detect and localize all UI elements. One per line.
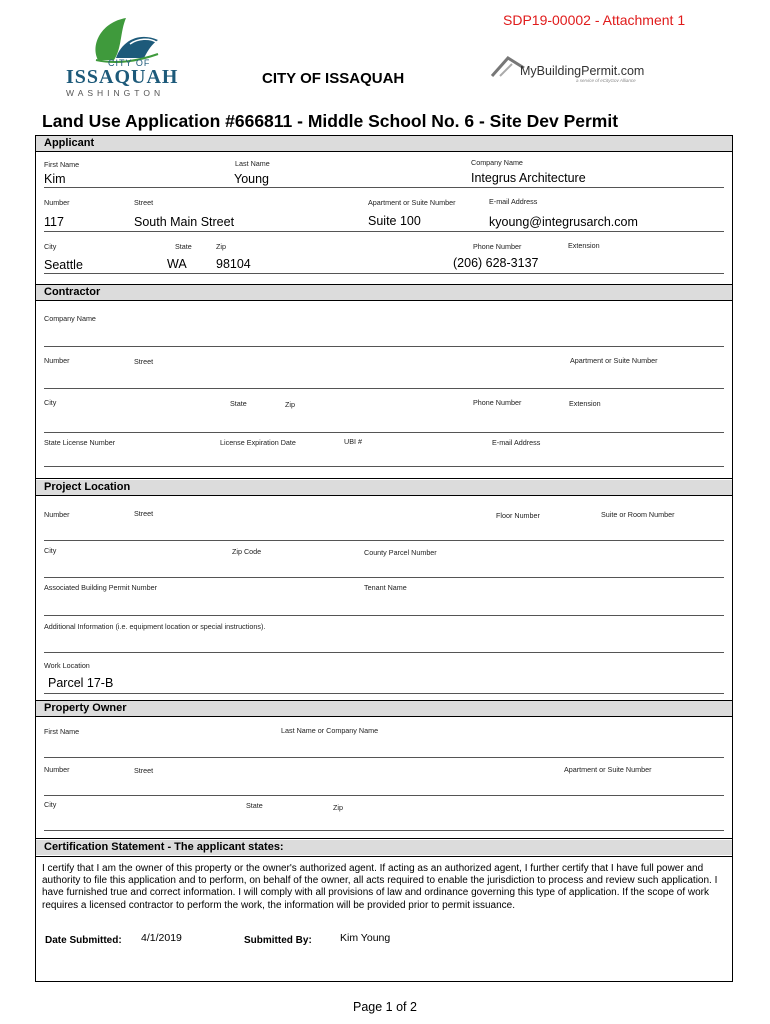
applicant-company-label: Company Name [471, 158, 523, 167]
divider [36, 716, 732, 717]
contractor-license-label: State License Number [44, 438, 116, 447]
date-submitted-label: Date Submitted: [45, 935, 122, 946]
owner-state-label: State [246, 801, 263, 810]
divider [36, 151, 732, 152]
project-tenant-label: Tenant Name [364, 583, 407, 592]
contractor-email-label: E-mail Address [492, 438, 541, 447]
field-underline [44, 693, 724, 694]
applicant-apt[interactable]: Suite 100 [368, 214, 421, 228]
owner-zip-label: Zip [333, 803, 343, 812]
contractor-license-field[interactable] [44, 466, 724, 467]
field-underline [44, 187, 724, 188]
certification-statement: I certify that I am the owner of this property or the owner's authorized agent. If acting as an authorized agent, I further certify that I have full power and authority to file this application and to perform, on behalf of the owner, all acts required to enable the jurisdiction to process and review such application. I have furnished true and correct information. I will comply with all provisions of law and ordinance governing this type of application. If the scope of work requires a licensed contractor to perform the work, the information will be provided prior to permit issuance. [42, 863, 718, 911]
owner-first-name-label: First Name [44, 727, 80, 736]
divider [36, 838, 732, 839]
contractor-city-label: City [44, 398, 57, 407]
project-street-label: Street [134, 509, 154, 518]
owner-number-label: Number [44, 765, 70, 774]
submitted-by-label: Submitted By: [244, 935, 312, 946]
project-permit-field[interactable] [44, 615, 724, 616]
contractor-city-field[interactable] [44, 432, 724, 433]
owner-city-field[interactable] [44, 830, 724, 831]
field-underline [44, 273, 724, 274]
submitted-by-value: Kim Young [340, 932, 391, 944]
project-city-label: City [44, 546, 57, 555]
project-suite-label: Suite or Room Number [601, 510, 675, 519]
project-work-location-label: Work Location [44, 661, 90, 670]
project-additional-label: Additional Information (i.e. equipment location or special instructions). [44, 622, 266, 631]
section-certification-heading: Certification Statement - The applicant states: [36, 840, 732, 855]
project-number-label: Number [44, 510, 70, 519]
project-parcel-label: County Parcel Number [364, 548, 437, 557]
applicant-street[interactable]: South Main Street [134, 215, 235, 229]
mbp-tagline: a service of eCityGov Alliance [576, 78, 636, 83]
contractor-street-label: Street [134, 357, 154, 366]
project-work-location[interactable]: Parcel 17-B [48, 676, 114, 690]
divider [36, 478, 732, 479]
applicant-last-name[interactable]: Young [234, 172, 269, 186]
section-contractor-heading: Contractor [36, 285, 732, 300]
applicant-extension-label: Extension [568, 241, 600, 250]
owner-last-name-label: Last Name or Company Name [281, 726, 379, 735]
contractor-number-label: Number [44, 356, 70, 365]
city-title: CITY OF ISSAQUAH [262, 70, 405, 87]
applicant-number-label: Number [44, 198, 70, 207]
mbp-text: MyBuildingPermit.com [520, 64, 645, 78]
applicant-company[interactable]: Integrus Architecture [471, 171, 586, 185]
project-city-field[interactable] [44, 577, 724, 578]
contractor-state-label: State [230, 399, 247, 408]
contractor-extension-label: Extension [569, 399, 601, 408]
applicant-apt-label: Apartment or Suite Number [368, 198, 456, 207]
project-additional-field[interactable] [44, 652, 724, 653]
attachment-label: SDP19-00002 - Attachment 1 [503, 12, 686, 28]
applicant-zip[interactable]: 98104 [216, 257, 251, 271]
contractor-expiry-label: License Expiration Date [220, 438, 296, 447]
applicant-email-label: E-mail Address [489, 197, 538, 206]
project-floor-label: Floor Number [496, 511, 540, 520]
contractor-ubi-label: UBI # [344, 437, 362, 446]
contractor-zip-label: Zip [285, 400, 295, 409]
date-submitted-value: 4/1/2019 [141, 932, 182, 944]
contractor-phone-label: Phone Number [473, 398, 522, 407]
applicant-first-name-label: First Name [44, 160, 80, 169]
applicant-state[interactable]: WA [167, 257, 187, 271]
applicant-zip-label: Zip [216, 242, 226, 251]
page-title: Land Use Application #666811 - Middle School No. 6 - Site Dev Permit [42, 111, 619, 131]
divider [36, 300, 732, 301]
owner-apt-label: Apartment or Suite Number [564, 765, 652, 774]
project-zip-label: Zip Code [232, 547, 262, 556]
contractor-company-field[interactable] [44, 346, 724, 347]
applicant-city-label: City [44, 242, 57, 251]
logo-issaquah: ISSAQUAH [66, 66, 179, 88]
applicant-phone[interactable]: (206) 628-3137 [453, 256, 539, 270]
field-underline [44, 231, 724, 232]
contractor-apt-label: Apartment or Suite Number [570, 356, 658, 365]
owner-name-field[interactable] [44, 757, 724, 758]
section-applicant-heading: Applicant [36, 136, 732, 151]
project-permit-label: Associated Building Permit Number [44, 583, 158, 592]
section-project-location-heading: Project Location [36, 480, 732, 495]
city-logo [60, 14, 180, 100]
owner-street-label: Street [134, 766, 154, 775]
owner-city-label: City [44, 800, 57, 809]
page-number: Page 1 of 2 [353, 1000, 417, 1014]
logo-washington: WASHINGTON [66, 88, 165, 98]
section-property-owner-heading: Property Owner [36, 701, 732, 716]
divider [36, 856, 732, 857]
owner-address-field[interactable] [44, 795, 724, 796]
applicant-number[interactable]: 117 [44, 215, 64, 229]
applicant-street-label: Street [134, 198, 154, 207]
contractor-company-label: Company Name [44, 314, 96, 323]
divider [36, 495, 732, 496]
applicant-city[interactable]: Seattle [44, 258, 83, 272]
applicant-phone-label: Phone Number [473, 242, 522, 251]
project-address-field[interactable] [44, 540, 724, 541]
applicant-state-label: State [175, 242, 192, 251]
applicant-email[interactable]: kyoung@integrusarch.com [489, 215, 638, 229]
contractor-address-field[interactable] [44, 388, 724, 389]
logo-city-of: CITY OF [108, 58, 151, 68]
mybuildingpermit-logo [490, 54, 658, 86]
applicant-first-name[interactable]: Kim [44, 172, 66, 186]
applicant-last-name-label: Last Name [235, 159, 270, 168]
